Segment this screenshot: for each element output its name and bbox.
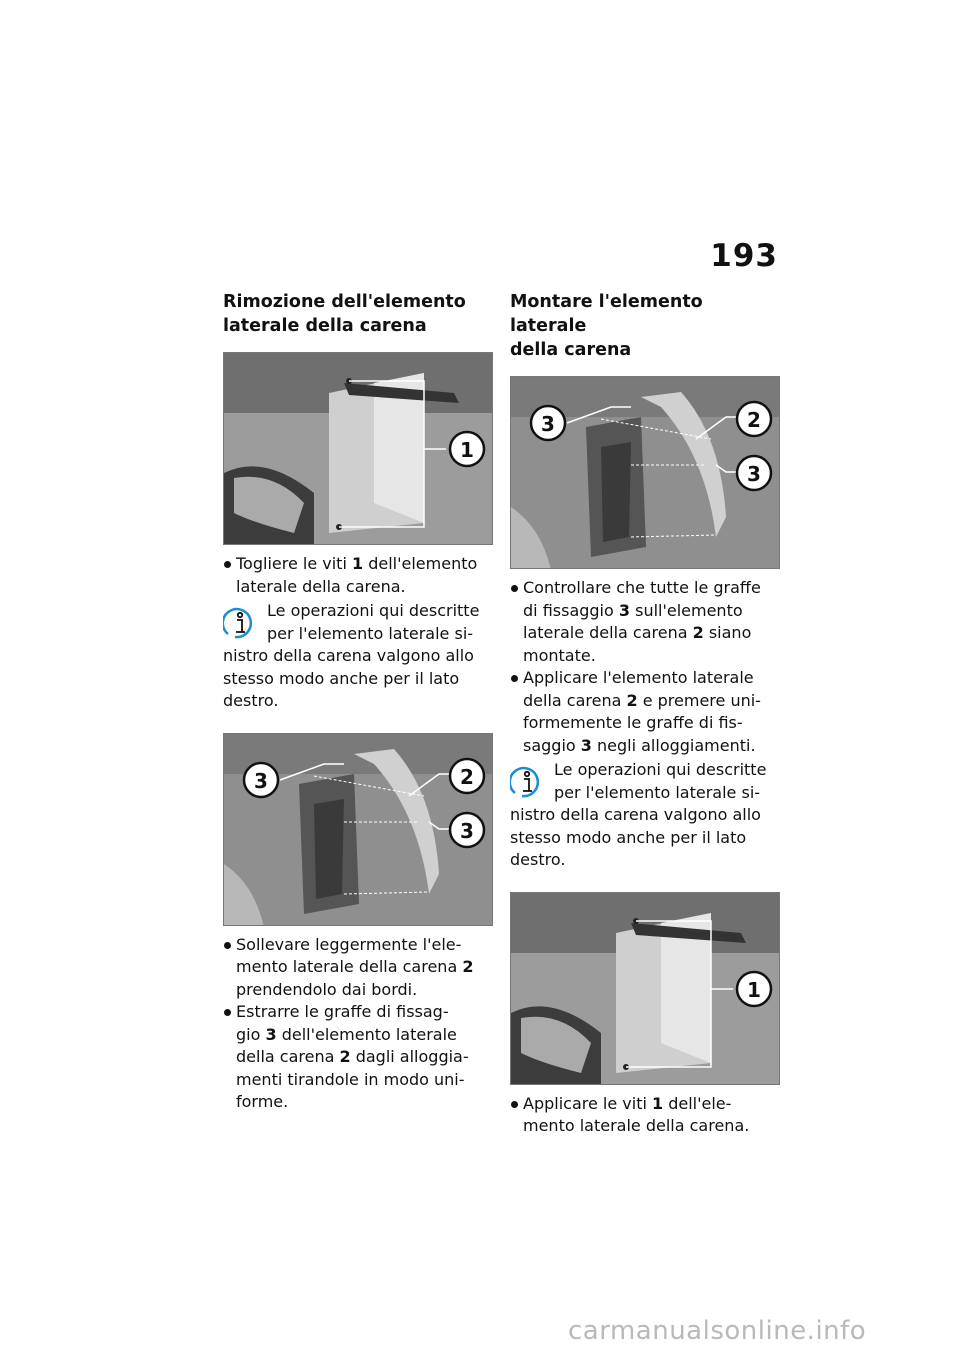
callout-3b: 3	[747, 462, 761, 486]
callout-1: 1	[747, 977, 761, 1002]
callout-1: 1	[460, 438, 474, 462]
section-heading-mounting: Montare l'elemento laterale della carena	[510, 292, 703, 360]
info-note: Le operazioni qui descritte per l'elemento laterale si- nistro della carena valgono allo stesso modo anche per il lato destro.	[223, 601, 480, 710]
callout-3b: 3	[460, 818, 474, 843]
step-pull-clips: Estrarre le graffe di fissag- gio 3 dell'elemento laterale della carena 2 dagli alloggia- menti tirandole in modo uni- forme.	[223, 1001, 493, 1114]
callout-3a: 3	[254, 768, 268, 793]
step-apply-screws: Applicare le viti 1 dell'ele- mento laterale della carena.	[510, 1093, 780, 1138]
callout-3a: 3	[541, 412, 555, 436]
step-remove-screws: Togliere le viti 1 dell'elemento laterale della carena.	[223, 553, 493, 598]
callout-2: 2	[747, 408, 761, 432]
step-lift-panel: Sollevare leggermente l'ele- mento laterale della carena 2 prendendolo dai bordi.	[223, 934, 493, 1002]
figure-screw-callout	[223, 352, 493, 545]
right-column	[510, 290, 780, 1138]
info-icon	[223, 606, 257, 640]
watermark: carmanualsonline.info	[568, 1316, 867, 1346]
figure-clips-callout	[223, 733, 493, 926]
left-column	[223, 290, 493, 1114]
figure-screw-callout-mount	[510, 892, 780, 1085]
info-icon	[510, 765, 544, 799]
step-apply-panel: Applicare l'elemento laterale della carena 2 e premere uni- formemente le graffe di fis- saggio 3 negli alloggiamenti.	[510, 667, 780, 757]
page-number: 193	[710, 238, 778, 274]
info-note: Le operazioni qui descritte per l'elemento laterale si- nistro della carena valgono allo stesso modo anche per il lato destro.	[510, 760, 767, 869]
section-heading-removal: Rimozione dell'elemento laterale della carena	[223, 292, 466, 336]
step-check-clips: Controllare che tutte le graffe di fissaggio 3 sull'elemento laterale della carena 2 siano montate.	[510, 577, 780, 667]
figure-clips-callout-mount	[510, 376, 780, 569]
callout-2: 2	[460, 764, 474, 789]
